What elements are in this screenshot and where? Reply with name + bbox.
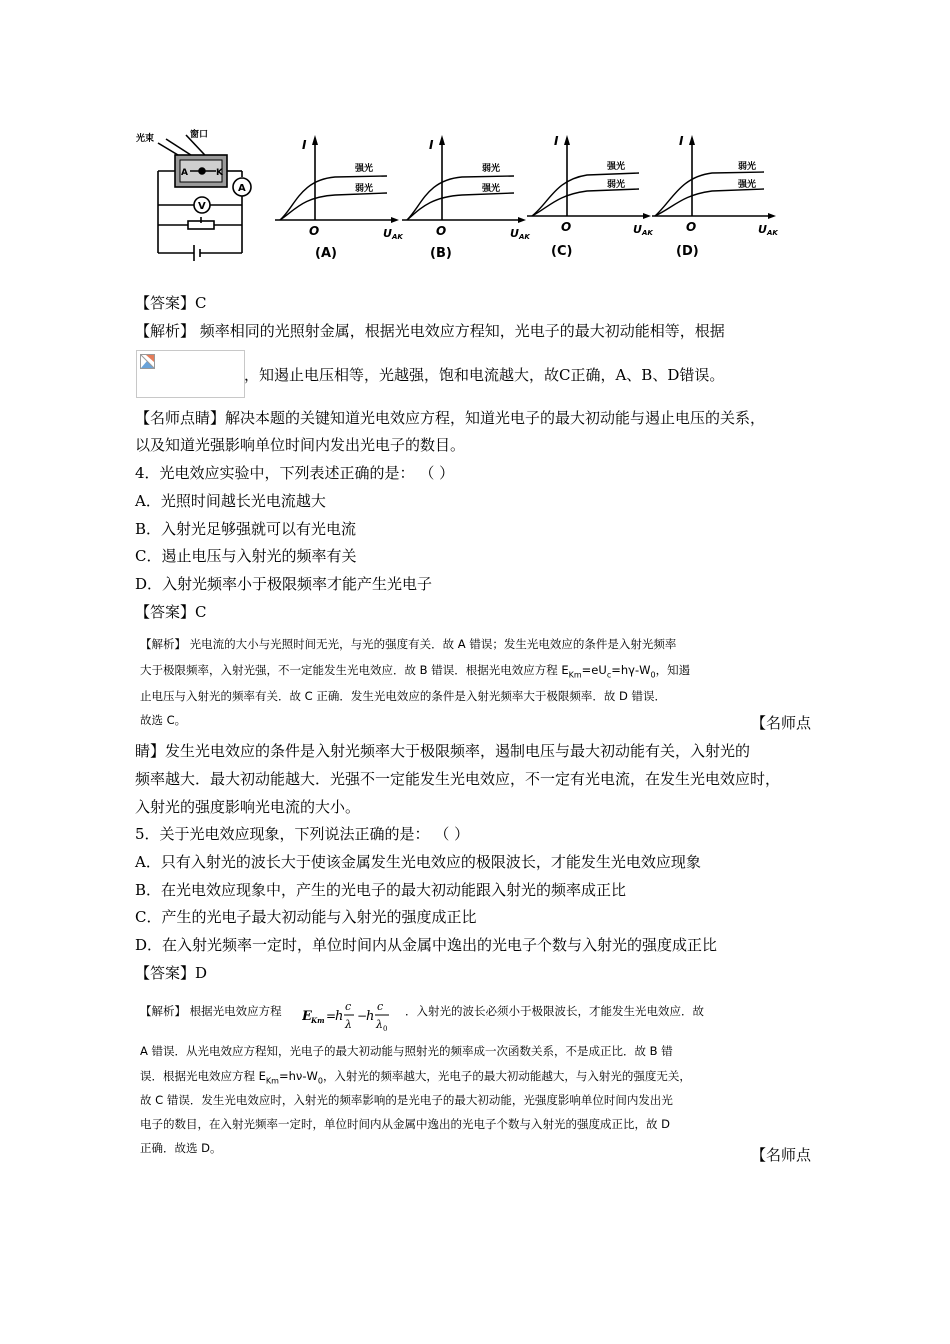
q5-analysis-line-3: 故 C 错误．发生光电效应时，入射光的频率影响的是光电子的最大初动能，光强度影响单位时间内发出光 xyxy=(140,1093,673,1107)
q4-tip-line-1: 睛】发生光电效应的条件是入射光频率大于极限频率，遏制电压与最大初动能有关，入射光的 xyxy=(135,742,751,760)
q5-option-c: C．产生的光电子最大初动能与入射光的强度成正比 xyxy=(135,908,477,926)
q5-analysis-line-2 xyxy=(140,1068,691,1089)
graph-b-x-sub: AK xyxy=(518,233,530,241)
window-label: 窗口 xyxy=(190,130,209,140)
electrode-k-label: K xyxy=(216,168,223,178)
graph-c xyxy=(527,134,653,259)
graph-c-x-label: U xyxy=(633,223,642,236)
q4-eq-tail: ，知遏 xyxy=(655,663,691,677)
graph-d-upper-label: 弱光 xyxy=(738,162,757,172)
q4-eq-rest2: =hγ-W xyxy=(611,663,651,677)
q4-analysis-line-2-text: 大于极限频率，入射光强，不一定能发生光电效应．故 B 错误．根据光电效应方程 E xyxy=(140,663,569,677)
ammeter-label: A xyxy=(238,183,246,194)
q4-stem: 4．光电效应实验中，下列表述正确的是： （ ） xyxy=(135,464,455,482)
formula-h1: h xyxy=(335,1009,344,1024)
formula-h2: h xyxy=(366,1009,375,1024)
graph-b-x-label: U xyxy=(510,227,519,240)
q4-eq-esub: Km xyxy=(568,670,582,680)
q3-answer: 【答案】C xyxy=(135,294,207,312)
graph-a xyxy=(275,135,403,261)
q4-tip-head: 【名师点 xyxy=(751,714,812,732)
graph-c-y-label: I xyxy=(554,134,559,148)
q5-answer: 【答案】D xyxy=(135,964,208,982)
q4-analysis-line-1: 【解析】 光电流的大小与光照时间无光，与光的强度有关．故 A 错误；发生光电效应的条件是入射光频率 xyxy=(140,637,677,651)
electrode-a-label: A xyxy=(181,168,188,178)
q5-eq-rest: =hν-W xyxy=(278,1069,318,1083)
voltmeter-label: V xyxy=(198,201,206,212)
broken-image-icon xyxy=(140,354,155,369)
graph-a-x-sub: AK xyxy=(391,233,403,241)
graph-d xyxy=(652,134,778,259)
formula-lam2-sub: 0 xyxy=(383,1025,388,1033)
apparatus-diagram xyxy=(158,135,251,261)
formula-c1: c xyxy=(345,1000,352,1013)
q5-analysis-head: 【解析】 根据光电效应方程 xyxy=(140,1004,282,1018)
q4-option-a: A．光照时间越长光电流越大 xyxy=(135,492,326,510)
graph-a-upper-label: 强光 xyxy=(355,164,374,174)
q5-analysis-after-formula: ．入射光的波长必须小于极限波长，才能发生光电效应．故 xyxy=(405,1004,704,1018)
q5-option-b: B．在光电效应现象中，产生的光电子的最大初动能跟入射光的频率成正比 xyxy=(135,881,627,899)
q3-analysis-line-1: 【解析】 频率相同的光照射金属，根据光电效应方程知，光电子的最大初动能相等，根据 xyxy=(135,322,725,340)
graph-b xyxy=(402,135,530,261)
formula-e: E xyxy=(302,1009,312,1024)
q5-analysis-line-5: 正确．故选 D。 xyxy=(140,1141,222,1155)
graph-c-caption: (C) xyxy=(551,244,573,259)
graph-b-caption: (B) xyxy=(430,246,452,261)
graph-a-x-label: U xyxy=(383,227,392,240)
q5-option-d: D．在入射光频率一定时，单位时间内从金属中逸出的光电子个数与入射光的强度成正比 xyxy=(135,936,718,954)
q5-eq-esub: Km xyxy=(265,1076,279,1086)
graph-a-lower-label: 弱光 xyxy=(355,184,374,194)
formula-c2: c xyxy=(377,1000,384,1013)
q4-analysis-line-3: 止电压与入射光的频率有关．故 C 正确．发生光电效应的条件是入射光频率大于极限频率．故 D 错误． xyxy=(140,689,667,703)
graph-b-y-label: I xyxy=(429,138,434,152)
photoelectric-figure xyxy=(130,125,780,265)
q4-tip-line-3: 入射光的强度影响光电流的大小。 xyxy=(135,798,361,816)
q3-tip-line-1: 【名师点睛】解决本题的关键知道光电效应方程，知道光电子的最大初动能与遏止电压的关系， xyxy=(135,409,766,427)
q4-analysis-line-4: 故选 C。 xyxy=(140,713,187,727)
graph-c-lower-label: 弱光 xyxy=(607,180,626,190)
graph-a-caption: (A) xyxy=(315,246,337,261)
formula-eq: = xyxy=(326,1009,337,1023)
svg-text:UAK xyxy=(758,223,778,237)
q5-eq-tail: ，入射光的频率越大，光电子的最大初动能越大，与入射光的强度无关， xyxy=(322,1069,691,1083)
svg-text:UAK xyxy=(633,223,653,237)
graph-d-x-sub: AK xyxy=(766,229,778,237)
q4-option-d: D．入射光频率小于极限频率才能产生光电子 xyxy=(135,575,433,593)
q4-option-b: B．入射光足够强就可以有光电流 xyxy=(135,520,357,538)
q3-analysis-line-2: ，知遏止电压相等，光越强，饱和电流越大，故C正确，A、B、D错误。 xyxy=(244,366,725,384)
q5-analysis-line-1: A 错误．从光电效应方程知，光电子的最大初动能与照射光的频率成一次函数关系，不是成正比．故 B 错 xyxy=(140,1044,673,1058)
q4-tip-line-2: 频率越大．最大初动能越大．光强不一定能发生光电效应，不一定有光电流，在发生光电效应时， xyxy=(135,770,781,788)
q4-eq-csub: c xyxy=(606,670,612,680)
graph-d-lower-label: 强光 xyxy=(738,180,757,190)
graph-d-caption: (D) xyxy=(676,244,699,259)
q4-answer: 【答案】C xyxy=(135,603,207,621)
q4-analysis-line-2 xyxy=(140,662,690,683)
graph-c-upper-label: 强光 xyxy=(607,162,626,172)
broken-image-placeholder xyxy=(136,350,245,398)
q5-option-a: A．只有入射光的波长大于使该金属发生光电效应的极限波长，才能发生光电效应现象 xyxy=(135,853,701,871)
formula-lam2: λ xyxy=(376,1018,383,1031)
graph-c-x-sub: AK xyxy=(641,229,653,237)
formula-esub: Km xyxy=(311,1016,325,1025)
beam-label: 光束 xyxy=(136,134,155,144)
q5-analysis-line-2-text: 误．根据光电效应方程 E xyxy=(140,1069,266,1083)
graph-a-y-label: I xyxy=(302,138,307,152)
q4-eq-zero: 0 xyxy=(650,670,656,680)
svg-text:UAK xyxy=(510,227,530,241)
svg-text:UAK xyxy=(383,227,403,241)
graph-d-y-label: I xyxy=(679,134,684,148)
graph-c-origin: O xyxy=(561,220,572,234)
q5-eq-zero: 0 xyxy=(317,1076,323,1086)
formula-minus: − xyxy=(357,1009,368,1023)
q5-stem: 5．关于光电效应现象，下列说法正确的是： （ ） xyxy=(135,825,470,843)
graph-d-x-label: U xyxy=(758,223,767,236)
q4-option-c: C．遏止电压与入射光的频率有关 xyxy=(135,547,357,565)
q5-analysis-line-4: 电子的数目，在入射光频率一定时，单位时间内从金属中逸出的光电子个数与入射光的强度成正比，故 D xyxy=(140,1117,671,1131)
graph-d-origin: O xyxy=(686,220,697,234)
graph-b-lower-label: 强光 xyxy=(482,184,501,194)
q5-tip-head: 【名师点 xyxy=(751,1146,812,1164)
q4-eq-rest: =eU xyxy=(581,663,607,677)
graph-b-upper-label: 弱光 xyxy=(482,164,501,174)
formula-lam1: λ xyxy=(345,1018,352,1031)
graph-b-origin: O xyxy=(436,224,447,238)
q3-tip-line-2: 以及知道光强影响单位时间内发出光电子的数目。 xyxy=(135,436,466,454)
graph-a-origin: O xyxy=(309,224,320,238)
q5-formula xyxy=(302,998,402,1034)
